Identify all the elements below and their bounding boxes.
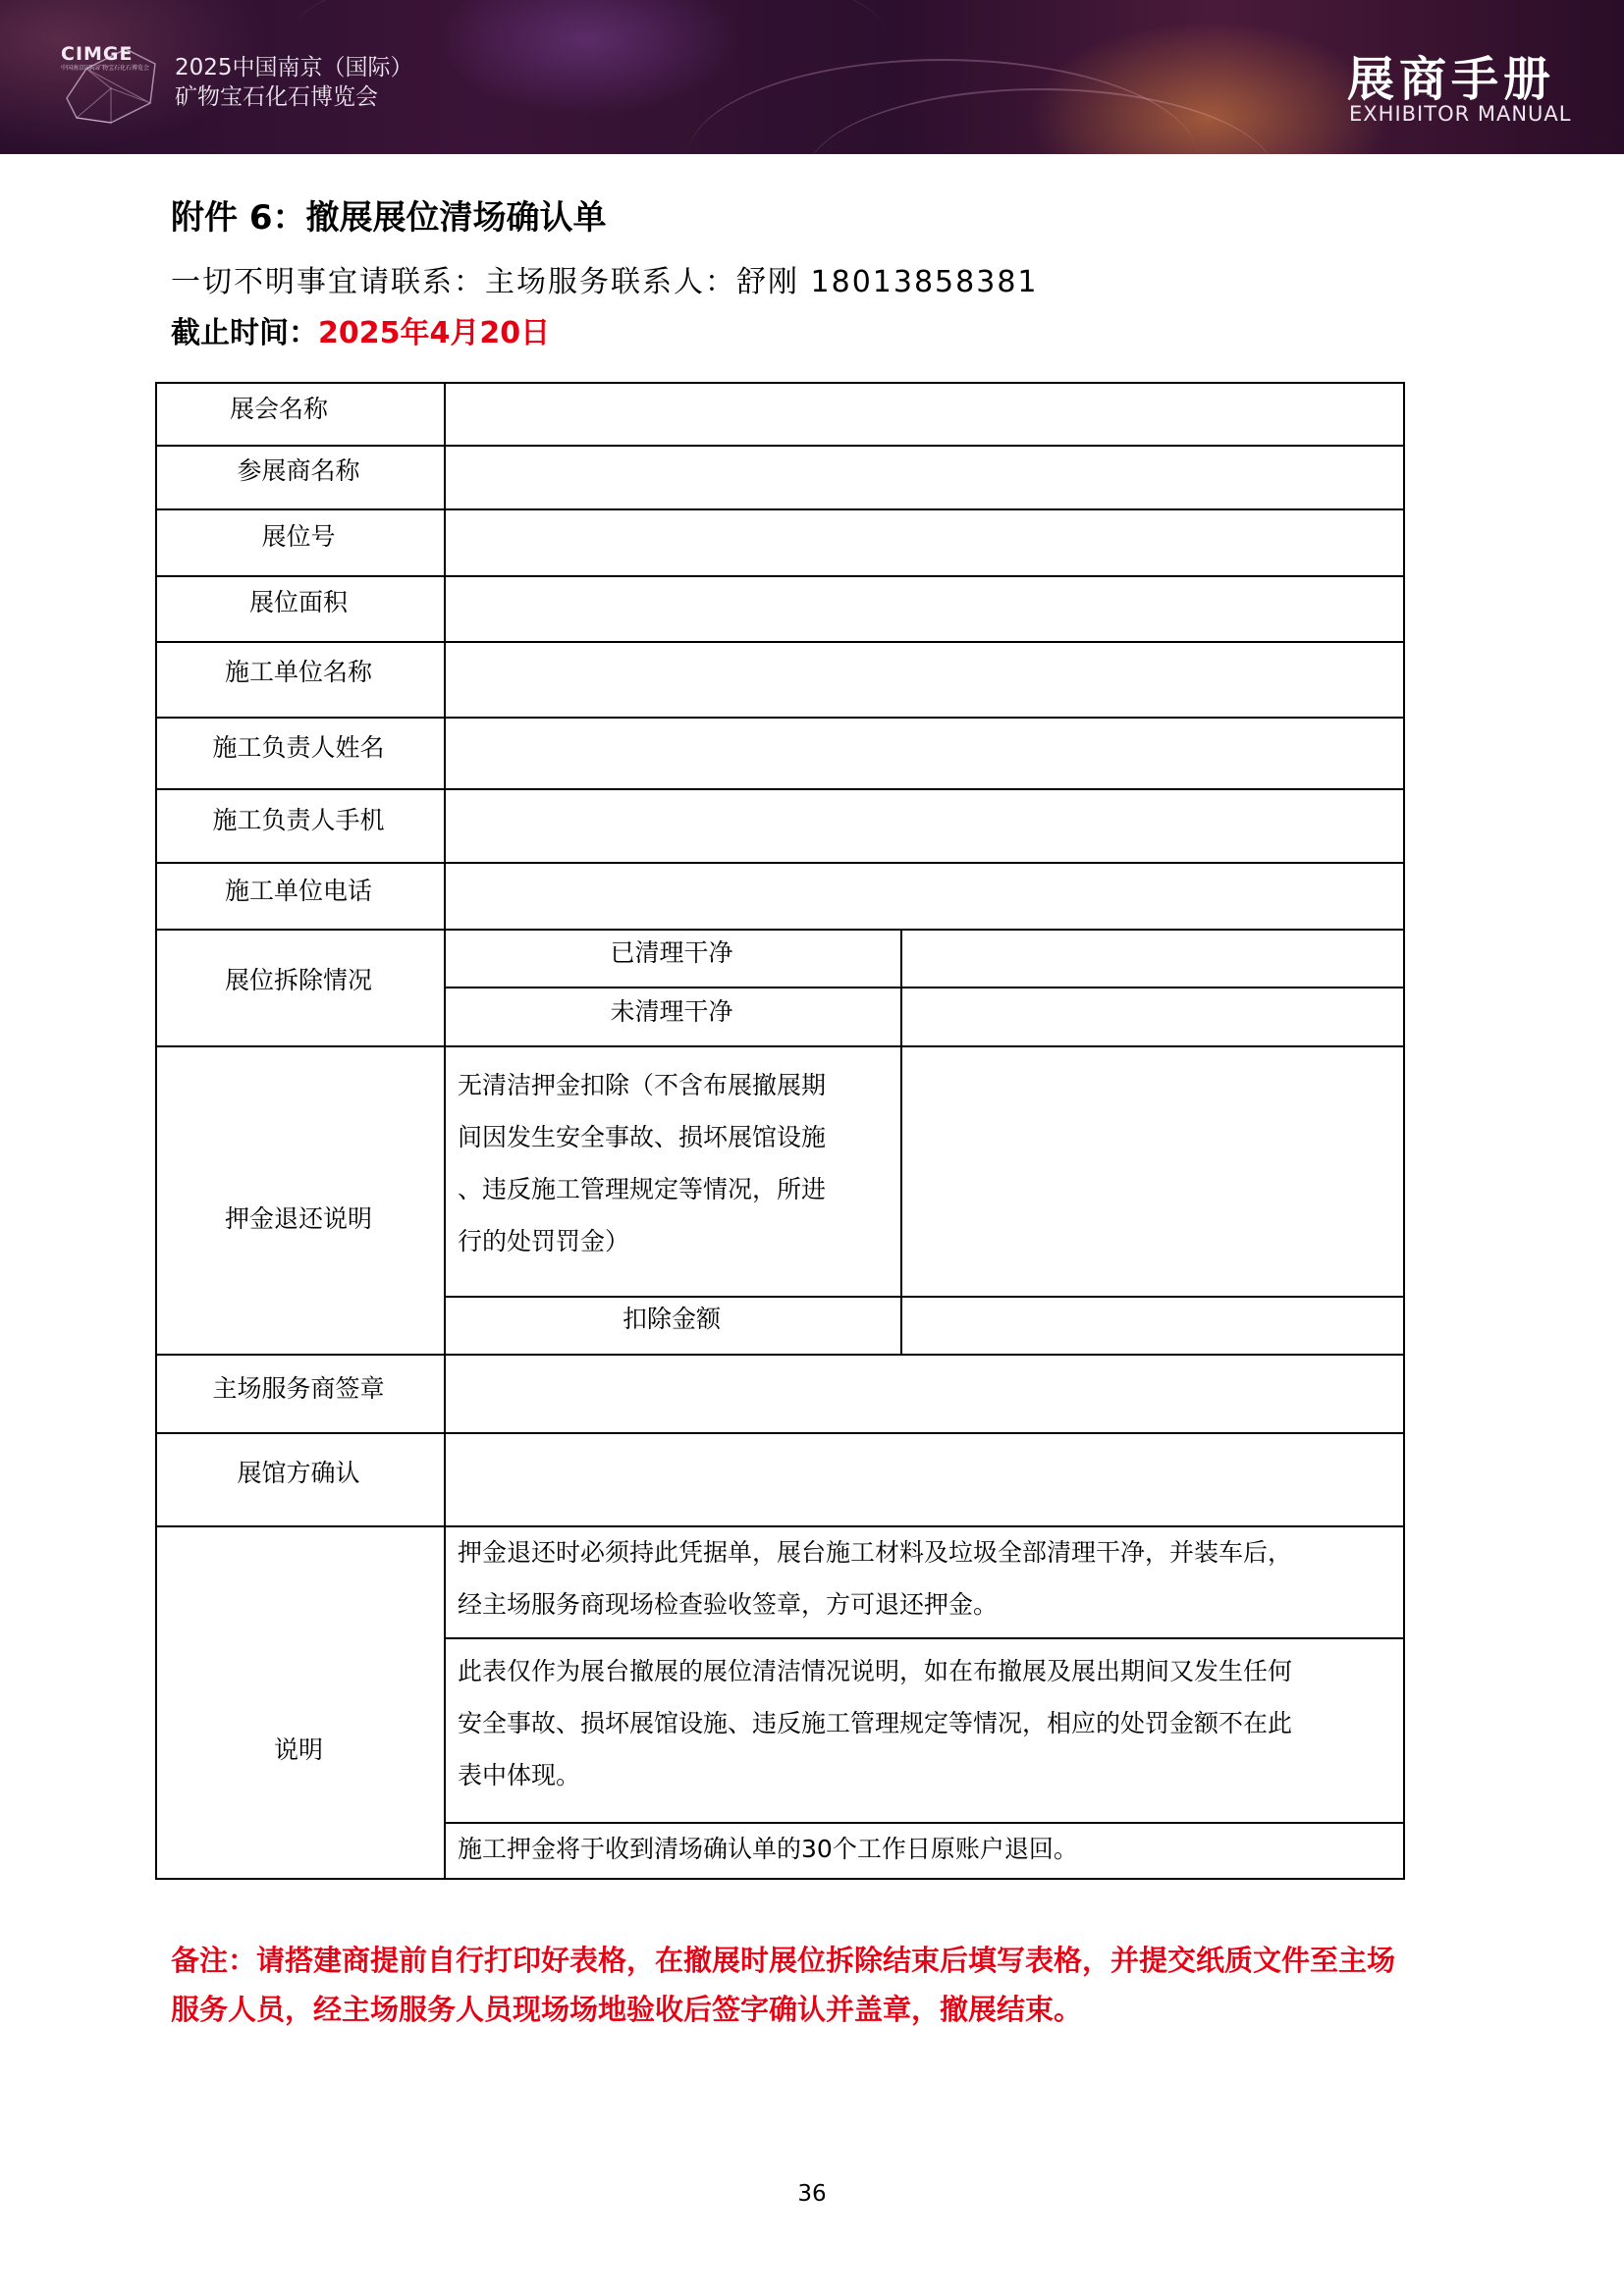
label-contractor-name: 施工单位名称: [224, 658, 373, 686]
label-booth-area: 展位面积: [248, 588, 349, 616]
exhibition-name-field[interactable]: [446, 384, 1403, 445]
expo-title-line1: 2025中国南京（国际）: [175, 55, 413, 80]
note-item: [458, 1526, 1400, 1630]
manual-title-cn: 展商手册: [1347, 52, 1556, 107]
deduction-amount-field[interactable]: [902, 1298, 1403, 1354]
label-venue-confirm: 展馆方确认: [237, 1459, 360, 1487]
expo-title: [175, 53, 413, 112]
logo-subtitle: 中国南京国际矿物宝石化石博览会: [61, 65, 150, 72]
exhibitor-name-field[interactable]: [446, 447, 1403, 508]
label-exhibition-name: 展会名称: [229, 395, 329, 423]
label-notes: 说明: [273, 1735, 324, 1764]
label-dismantle-status: 展位拆除情况: [224, 966, 373, 994]
label-deduction-amount: 扣除金额: [622, 1305, 722, 1333]
no-deduction-text: [458, 1059, 890, 1267]
no-deduction-check-field[interactable]: [902, 1047, 1403, 1296]
note-line: 经主场服务商现场检查验收签章，方可退还押金。: [458, 1590, 999, 1619]
manual-title-en: EXHIBITOR MANUAL: [1349, 102, 1572, 126]
no-deduction-line: 间因发生安全事故、损坏展馆设施: [458, 1123, 827, 1151]
option-cleaned: 已清理干净: [610, 938, 733, 967]
contact-info: 一切不明事宜请联系：主场服务联系人：舒刚 18013858381: [171, 265, 1039, 299]
page-number: 36: [797, 2181, 827, 2207]
no-deduction-line: 、违反施工管理规定等情况，所进: [458, 1175, 827, 1203]
option-not-cleaned: 未清理干净: [610, 997, 733, 1026]
label-exhibitor-name: 参展商名称: [237, 456, 360, 485]
deadline-date: 2025年4月20日: [318, 316, 551, 350]
page-title: 附件 6：撤展展位清场确认单: [171, 198, 607, 238]
service-signature-field[interactable]: [446, 1356, 1403, 1432]
manager-mobile-field[interactable]: [446, 790, 1403, 862]
remark-note: 备注：请搭建商提前自行打印好表格，在撤展时展位拆除结束后填写表格，并提交纸质文件至主场服务人员，经主场服务人员现场场地验收后签字确认并盖章，撤展结束。: [171, 1944, 1396, 2026]
note-item: [458, 1645, 1400, 1801]
no-deduction-line: 无清洁押金扣除（不含布展撤展期: [458, 1071, 827, 1099]
contractor-name-field[interactable]: [446, 643, 1403, 717]
label-manager-mobile: 施工负责人手机: [212, 806, 385, 834]
no-deduction-line: 行的处罚罚金）: [458, 1227, 630, 1255]
note-line: 施工押金将于收到清场确认单的30个工作日原账户退回。: [458, 1835, 1078, 1863]
booth-area-field[interactable]: [446, 577, 1403, 641]
cleaned-check-field[interactable]: [902, 931, 1403, 987]
deadline: [171, 308, 550, 351]
venue-confirm-field[interactable]: [446, 1434, 1403, 1525]
note-line: 押金退还时必须持此凭据单，展台施工材料及垃圾全部清理干净，并装车后，: [458, 1538, 1293, 1567]
note-line: 安全事故、损坏展馆设施、违反施工管理规定等情况，相应的处罚金额不在此: [458, 1709, 1293, 1737]
deadline-label: 截止时间：: [171, 316, 318, 350]
note-line: 表中体现。: [458, 1761, 581, 1789]
expo-title-line2: 矿物宝石化石博览会: [175, 84, 378, 110]
header-banner: [0, 0, 1624, 154]
label-booth-number: 展位号: [261, 522, 336, 551]
logo-wordmark: CIMGE: [61, 43, 134, 65]
note-item: [458, 1823, 1400, 1875]
label-deposit-refund: 押金退还说明: [224, 1204, 373, 1233]
note-line: 此表仅作为展台撤展的展位清洁情况说明，如在布撤展及展出期间又发生任何: [458, 1657, 1293, 1685]
label-contractor-manager: 施工负责人姓名: [212, 733, 385, 762]
contractor-manager-field[interactable]: [446, 719, 1403, 788]
not-cleaned-check-field[interactable]: [902, 988, 1403, 1045]
contractor-phone-field[interactable]: [446, 864, 1403, 929]
label-service-signature: 主场服务商签章: [212, 1374, 385, 1403]
booth-number-field[interactable]: [446, 510, 1403, 575]
label-contractor-phone: 施工单位电话: [224, 877, 373, 905]
clearance-form-table: [155, 382, 1405, 1880]
